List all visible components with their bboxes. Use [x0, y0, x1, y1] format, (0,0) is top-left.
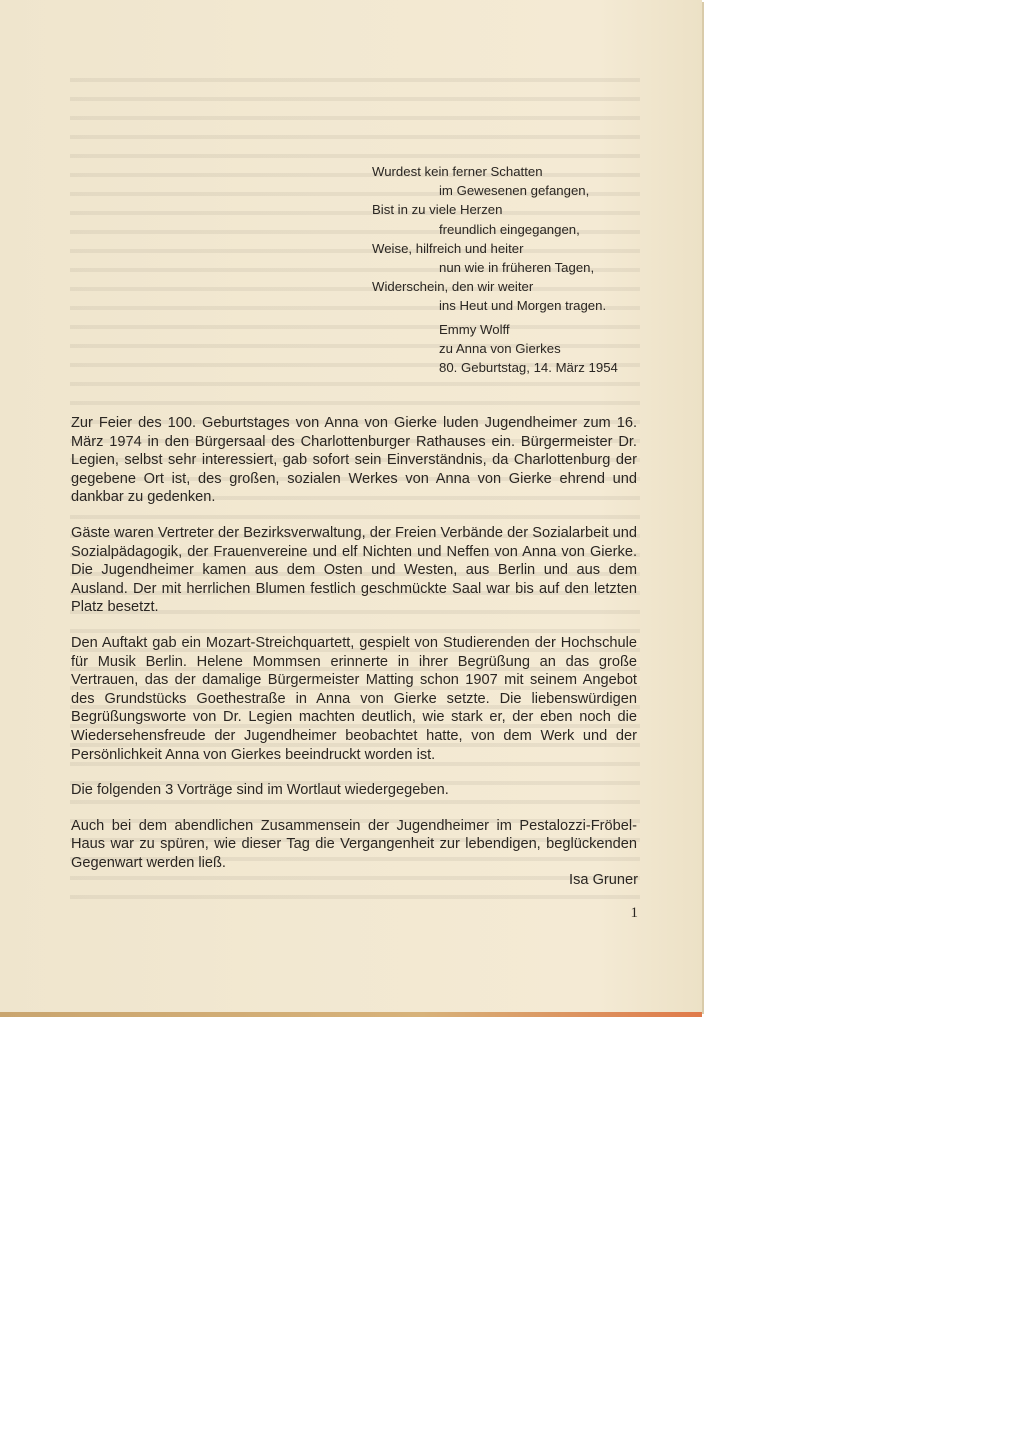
- poem-line: im Gewesenen gefangen,: [439, 183, 590, 199]
- poem-line: Wurdest kein ferner Schatten: [372, 164, 543, 179]
- paragraph: Auch bei dem abendlichen Zusammensein der Jugendheimer im Pestalozzi-Fröbel-Haus war zu spüren, wie dieser Tag die Vergangenheit zur lebendigen, beglückenden Gegenwart werden ließ.: [71, 817, 637, 871]
- poem: [372, 162, 642, 316]
- article-body: [71, 414, 637, 889]
- page-edge: [0, 1012, 702, 1017]
- signature: Isa Gruner: [569, 872, 638, 888]
- poem-line: ins Heut und Morgen tragen.: [439, 298, 607, 314]
- paragraph: Die folgenden 3 Vorträge sind im Wortlaut wiedergegeben.: [71, 782, 449, 799]
- paragraph: Den Auftakt gab ein Mozart-Streichquartett, gespielt von Studierenden der Hochschule für Musik Berlin. Helene Mommsen erinnerte in ihrer Begrüßung an das große Vertrauen, das der damalige Bürgermeister Matting schon 1907 mit seinem Angebot des Grundstücks Goethestraße in Anna von Gierke setzte. Die liebenswürdigen Begrüßungsworte von Dr. Legien machten deutlich, wie stark er, der eben noch die Wiedersehensfreude der Jugendheimer beobachtet hatte, von dem Werk und der Persönlichkeit Anna von Gierkes beeindruckt worden ist.: [71, 634, 637, 763]
- poem-line: nun wie in früheren Tagen,: [439, 260, 595, 276]
- poem-line: Weise, hilfreich und heiter: [372, 240, 524, 256]
- poem-line: Widerschein, den wir weiter: [372, 279, 534, 295]
- poem-attribution: [439, 320, 618, 378]
- poem-line: freundlich eingegangen,: [439, 221, 580, 237]
- paragraph: Gäste waren Vertreter der Bezirksverwaltung, der Freien Verbände der Sozialarbeit und Sozialpädagogik, der Frauenvereine und elf Nichten und Neffen von Anna von Gierke. Die Jugendheimer kamen aus dem Osten und Westen, aus Berlin und aus dem Ausland. Der mit herrlichen Blumen festlich geschmückte Saal war bis auf den letzten Platz besetzt.: [71, 524, 637, 616]
- page-number: 1: [630, 905, 638, 921]
- poem-line: Bist in zu viele Herzen: [372, 202, 503, 218]
- poem-dedication: zu Anna von Gierkes: [439, 341, 561, 357]
- paragraph: Zur Feier des 100. Geburtstages von Anna von Gierke luden Jugendheimer zum 16. März 1974 in den Bürgersaal des Charlottenburger Rathauses ein. Bürgermeister Dr. Legien, selbst sehr interessiert, gab sofort sein Einverständnis, da Charlottenburg der gegebene Ort ist, des großen, sozialen Werkes von Anna von Gierke ehrend und dankbar zu gedenken.: [71, 415, 637, 506]
- poem-date: 80. Geburtstag, 14. März 1954: [439, 360, 618, 376]
- poem-author: Emmy Wolff: [439, 322, 510, 337]
